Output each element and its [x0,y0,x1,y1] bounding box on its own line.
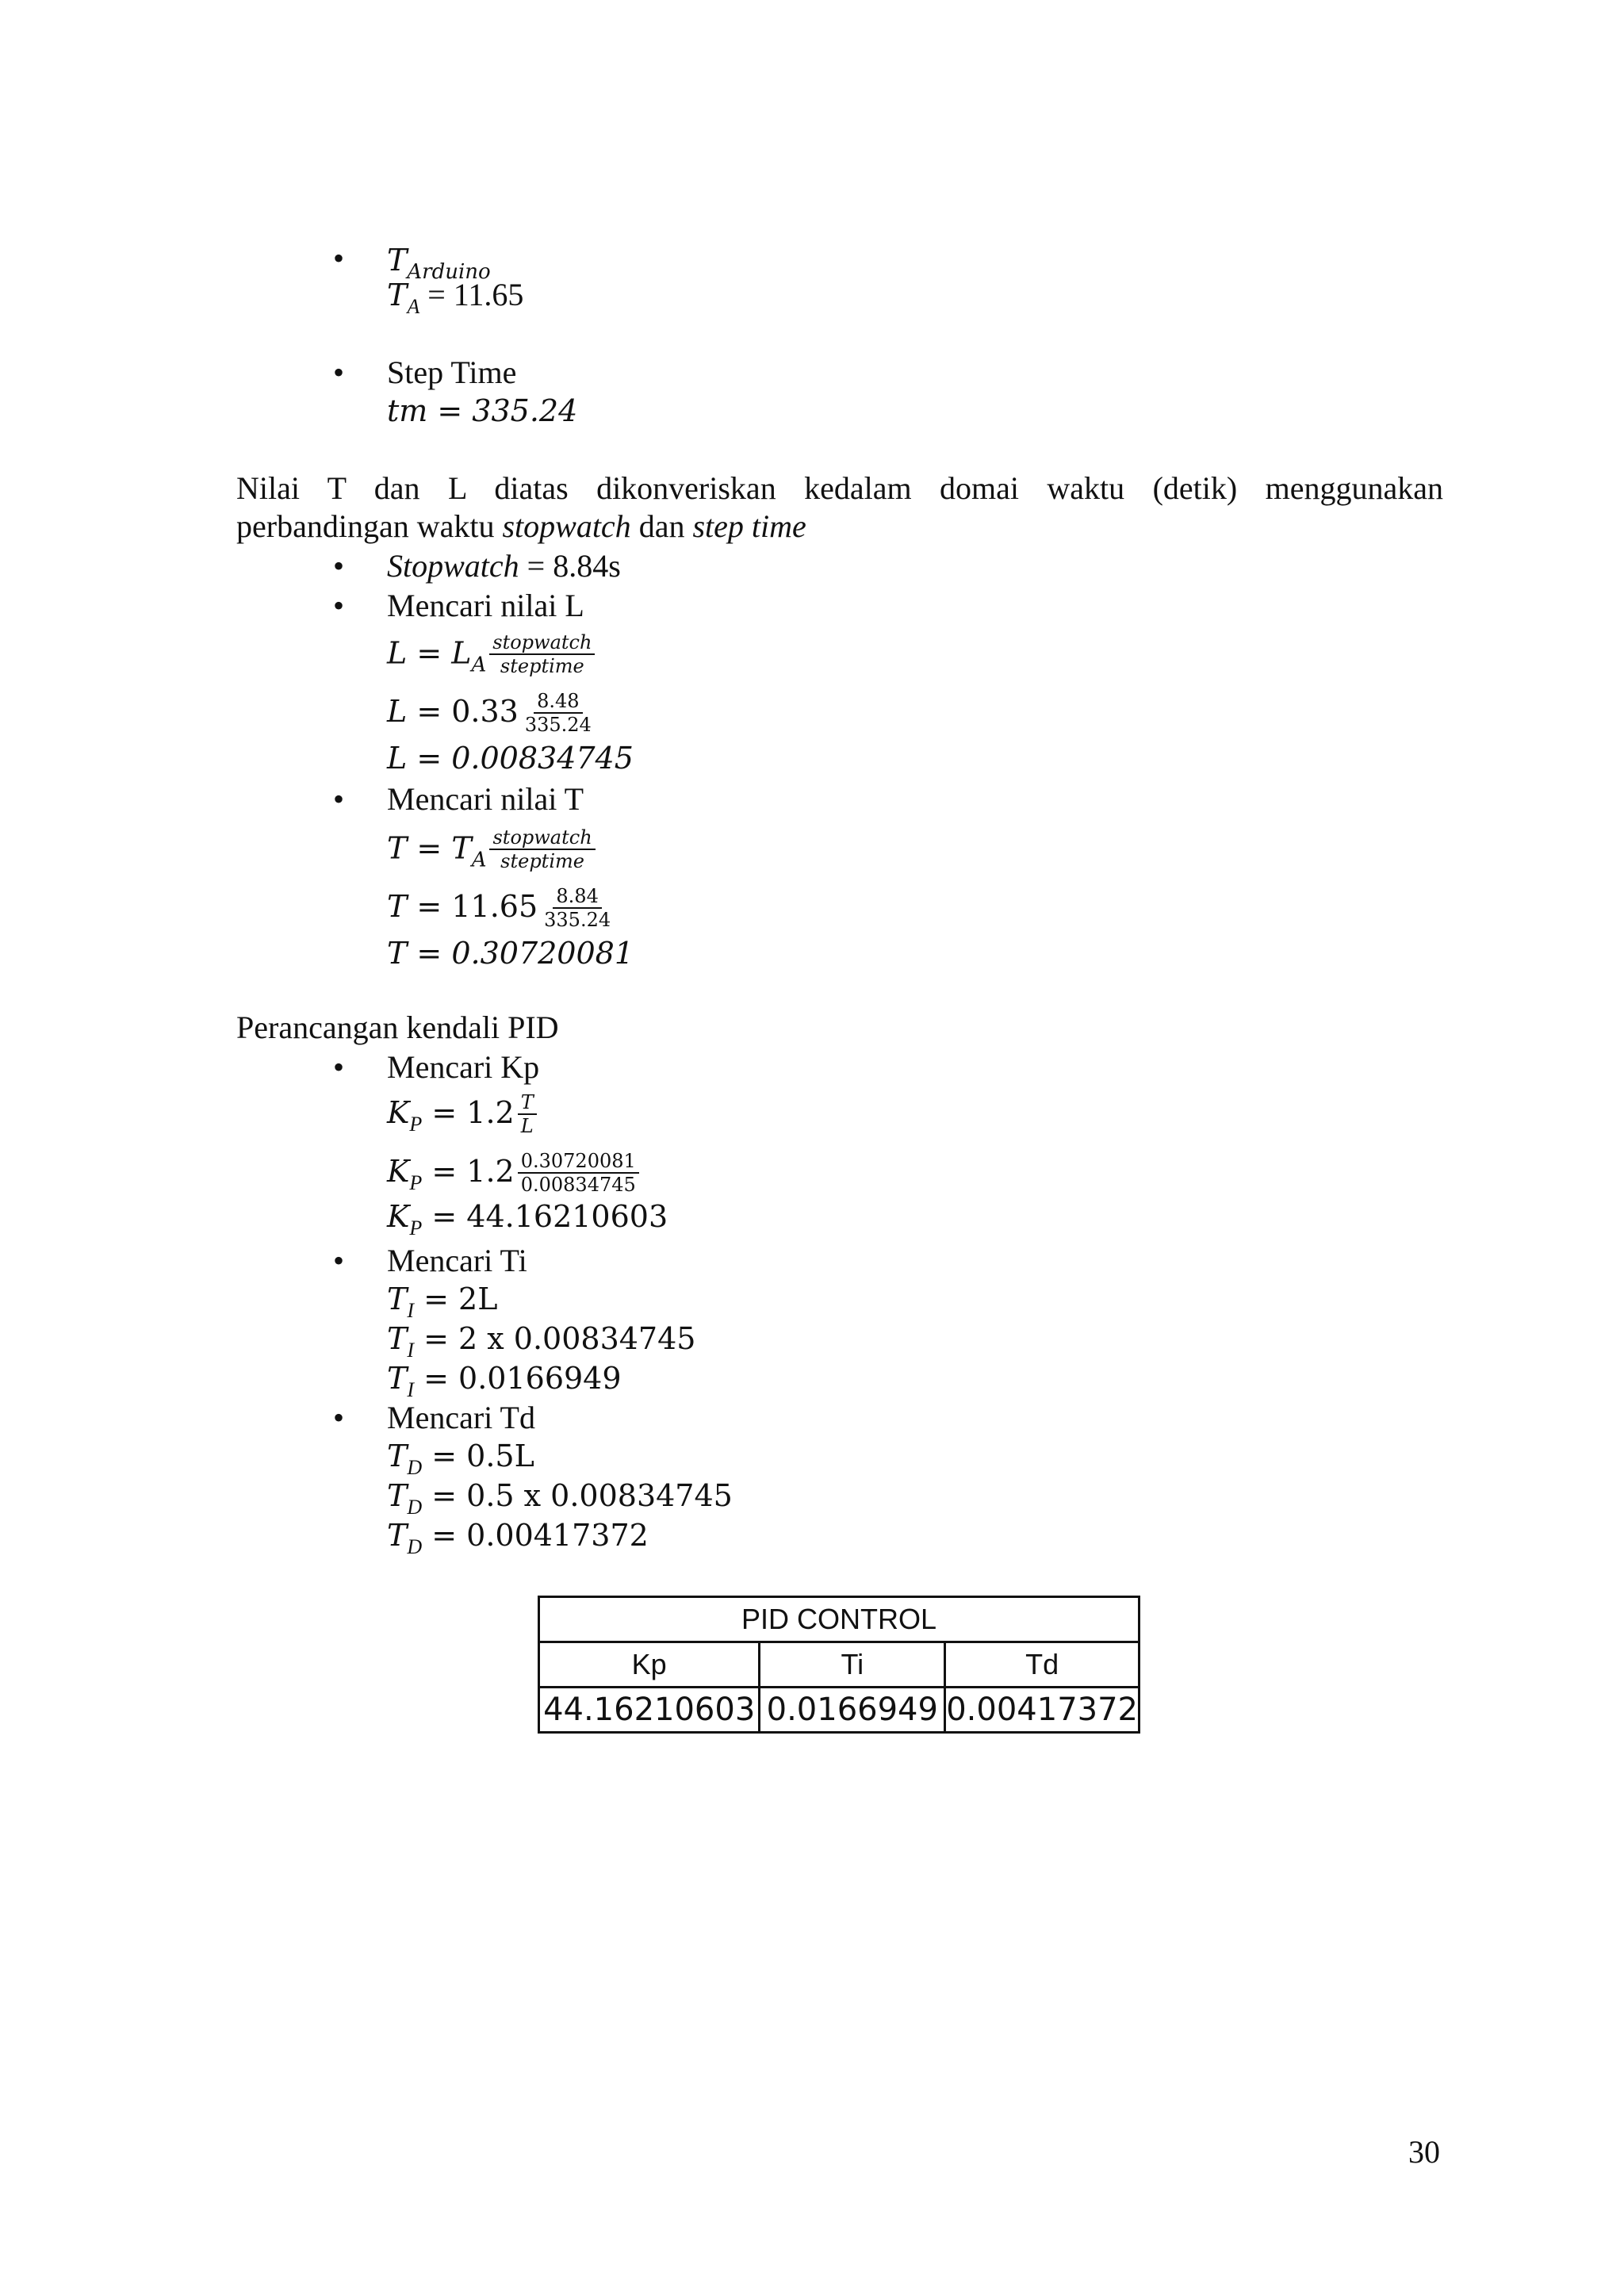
bullet-icon: • [333,781,345,817]
l-equation-3: L = 0.00834745 [387,741,634,776]
bullet-icon: • [333,240,345,276]
td-equation-3: $T_D = 0.00417372$ [387,1518,649,1558]
kp-equation-2: $K_P = 1.2$ $\frac{0.30720081}{0.00834745}$ [387,1151,639,1202]
pid-control-table [538,1596,1140,1734]
td-equation-1: $T_D = 0.5L$ [387,1439,534,1479]
value-td: 0.00417372 [945,1688,1139,1733]
find-td-title: Mencari Td [387,1400,535,1435]
header-td: Td [945,1642,1139,1688]
page-number: 30 [1408,2134,1440,2170]
l-equation-1: $L = L_A$ $\frac{\text{stopwatch}}{\text{steptime}}$ [387,633,595,684]
table-title-row [539,1597,1139,1642]
bullet-icon: • [333,354,345,390]
value-ti: 0.0166949 [760,1688,945,1733]
bullet-icon: • [333,1049,345,1085]
bullet-icon: • [333,1243,345,1278]
table-row [539,1688,1139,1733]
t-arduino-label: $T_{Arduino}$ [387,243,491,284]
table-title: PID CONTROL [539,1597,1139,1642]
table-header-row [539,1642,1139,1688]
header-ti: Ti [760,1642,945,1688]
l-equation-2: L = 0.33 $\frac{8.48}{335.24}$ [387,690,592,736]
header-kp: Kp [539,1642,760,1688]
bullet-icon: • [333,588,345,623]
find-kp-title: Mencari Kp [387,1049,540,1085]
ti-equation-2: $T_I = 2$ x 0.00834745 [387,1321,696,1362]
kp-equation-3: $K_P = 44.16210603$ [387,1199,668,1239]
find-t-title: Mencari nilai T [387,781,584,817]
value-kp: 44.16210603 [539,1688,760,1733]
t-equation-1: $T = T_A$ $\frac{\text{stopwatch}}{\text{steptime}}$ [387,828,596,879]
tm-equation: tm = 335.24 [387,393,578,428]
stopwatch-value: Stopwatch = 8.84s [387,548,621,584]
bullet-icon: • [333,1400,345,1435]
find-ti-title: Mencari Ti [387,1243,527,1278]
find-l-title: Mencari nilai L [387,588,584,623]
kp-equation-1: $K_P = 1.2$ $\frac{T}{L}$ [387,1093,537,1144]
td-equation-2: $T_D = 0.5$ x 0.00834745 [387,1478,733,1519]
pid-heading: Perancangan kendali PID [236,1010,559,1045]
step-time-label: Step Time [387,354,517,390]
bullet-icon: • [333,548,345,584]
paragraph-line-2: perbandingan waktu stopwatch dan step time [236,508,806,544]
ti-equation-1: $T_I = 2L$ [387,1282,498,1322]
t-equation-3: T = 0.30720081 [387,936,634,971]
t-equation-2: T = 11.65 $\frac{8.84}{335.24}$ [387,885,611,931]
paragraph-line-1: Nilai T dan L diatas dikonveriskan kedalam domai waktu (detik) menggunakan [236,470,1443,506]
ti-equation-3: $T_I = 0.0166949$ [387,1361,622,1401]
ta-equation: $T_A = 11.65$ [387,277,524,318]
